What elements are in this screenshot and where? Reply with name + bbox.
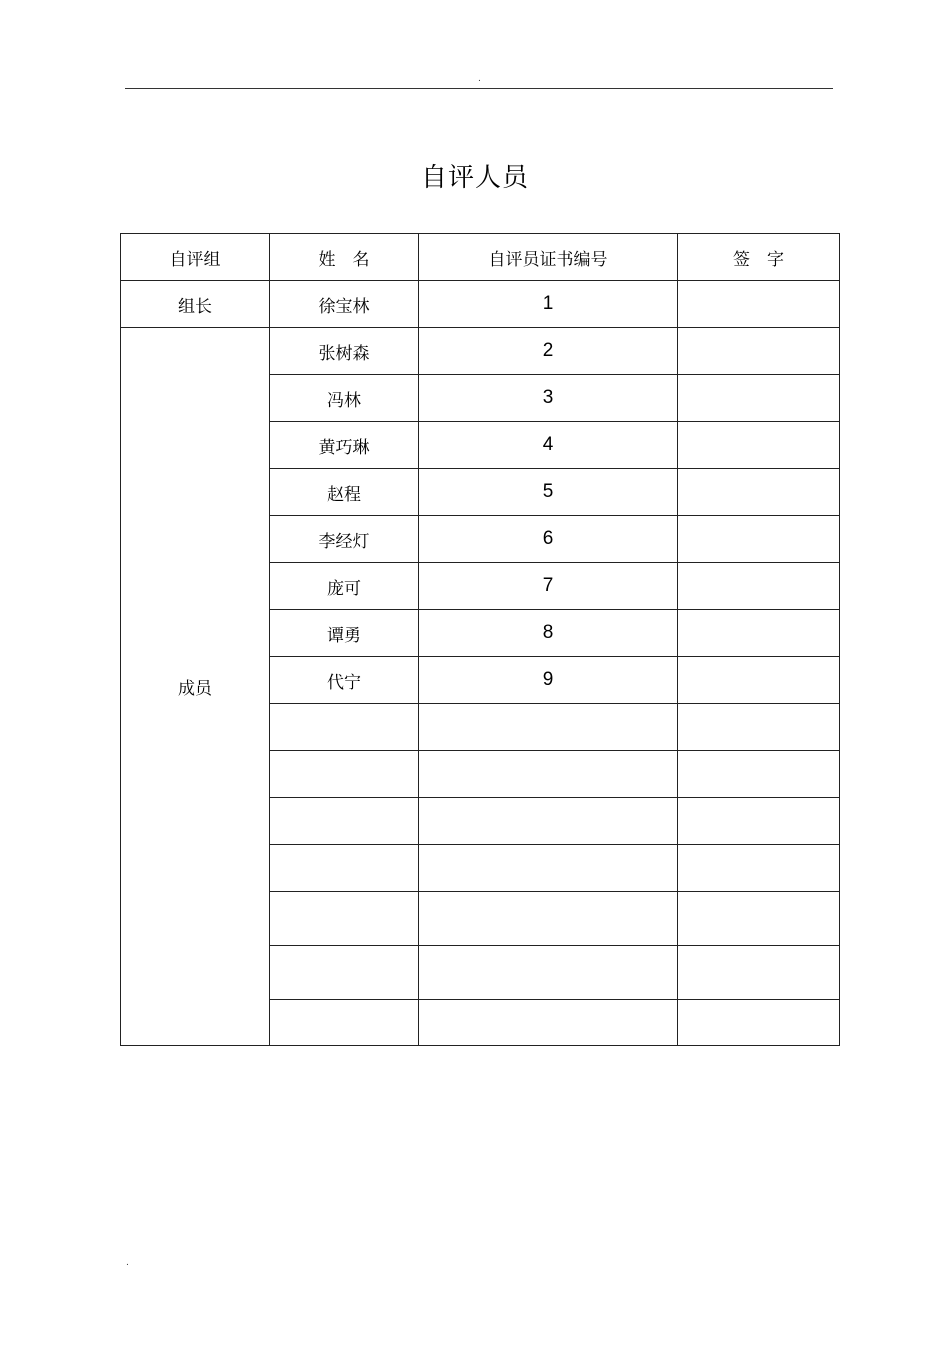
member-sign-cell	[678, 516, 840, 563]
member-cert-cell: 8	[419, 610, 678, 657]
page-title: 自评人员	[420, 163, 529, 193]
member-cert-cell: 6	[419, 516, 678, 563]
member-sign-cell	[678, 422, 840, 469]
member-cert-cell	[419, 1000, 678, 1046]
member-sign-cell	[678, 892, 840, 946]
member-cert-cell: 2	[419, 328, 678, 375]
member-sign-cell	[678, 657, 840, 704]
member-cert-cell	[419, 946, 678, 1000]
member-cert-cell	[419, 704, 678, 751]
member-sign-cell	[678, 469, 840, 516]
header-rule	[125, 88, 833, 89]
member-sign-cell	[678, 563, 840, 610]
member-cert-cell: 3	[419, 375, 678, 422]
members-group-cell: 成员	[121, 328, 270, 1046]
member-cert-cell	[419, 845, 678, 892]
member-name-cell: 张树森	[270, 328, 419, 375]
member-name-cell: 庞可	[270, 563, 419, 610]
member-name-cell	[270, 751, 419, 798]
member-name-cell	[270, 892, 419, 946]
header-sign: 签 字	[678, 234, 840, 281]
header-group: 自评组	[121, 234, 270, 281]
member-name-cell: 赵程	[270, 469, 419, 516]
member-sign-cell	[678, 751, 840, 798]
member-sign-cell	[678, 328, 840, 375]
member-name-cell	[270, 704, 419, 751]
member-cert-cell: 5	[419, 469, 678, 516]
leader-cert-cell: 1	[419, 281, 678, 328]
member-name-cell	[270, 1000, 419, 1046]
roster-table	[120, 233, 840, 1046]
member-name-cell: 冯林	[270, 375, 419, 422]
header-name: 姓 名	[270, 234, 419, 281]
footer-mark: .	[126, 1258, 129, 1268]
member-cert-cell	[419, 751, 678, 798]
member-name-cell: 代宁	[270, 657, 419, 704]
member-cert-cell: 4	[419, 422, 678, 469]
member-name-cell: 李经灯	[270, 516, 419, 563]
member-sign-cell	[678, 946, 840, 1000]
member-name-cell	[270, 946, 419, 1000]
leader-sign-cell	[678, 281, 840, 328]
leader-name-cell: 徐宝林	[270, 281, 419, 328]
member-name-cell	[270, 845, 419, 892]
member-cert-cell: 9	[419, 657, 678, 704]
member-cert-cell	[419, 892, 678, 946]
member-cert-cell	[419, 798, 678, 845]
member-name-cell: 谭勇	[270, 610, 419, 657]
leader-row	[121, 281, 840, 328]
member-sign-cell	[678, 845, 840, 892]
member-sign-cell	[678, 375, 840, 422]
member-sign-cell	[678, 610, 840, 657]
leader-group-cell: 组长	[121, 281, 270, 328]
member-name-cell	[270, 798, 419, 845]
member-name-cell: 黄巧琳	[270, 422, 419, 469]
table-header-row	[121, 234, 840, 281]
header-mark: .	[478, 74, 481, 84]
member-sign-cell	[678, 704, 840, 751]
member-sign-cell	[678, 1000, 840, 1046]
table-row	[121, 328, 840, 375]
member-cert-cell: 7	[419, 563, 678, 610]
header-cert: 自评员证书编号	[419, 234, 678, 281]
member-sign-cell	[678, 798, 840, 845]
